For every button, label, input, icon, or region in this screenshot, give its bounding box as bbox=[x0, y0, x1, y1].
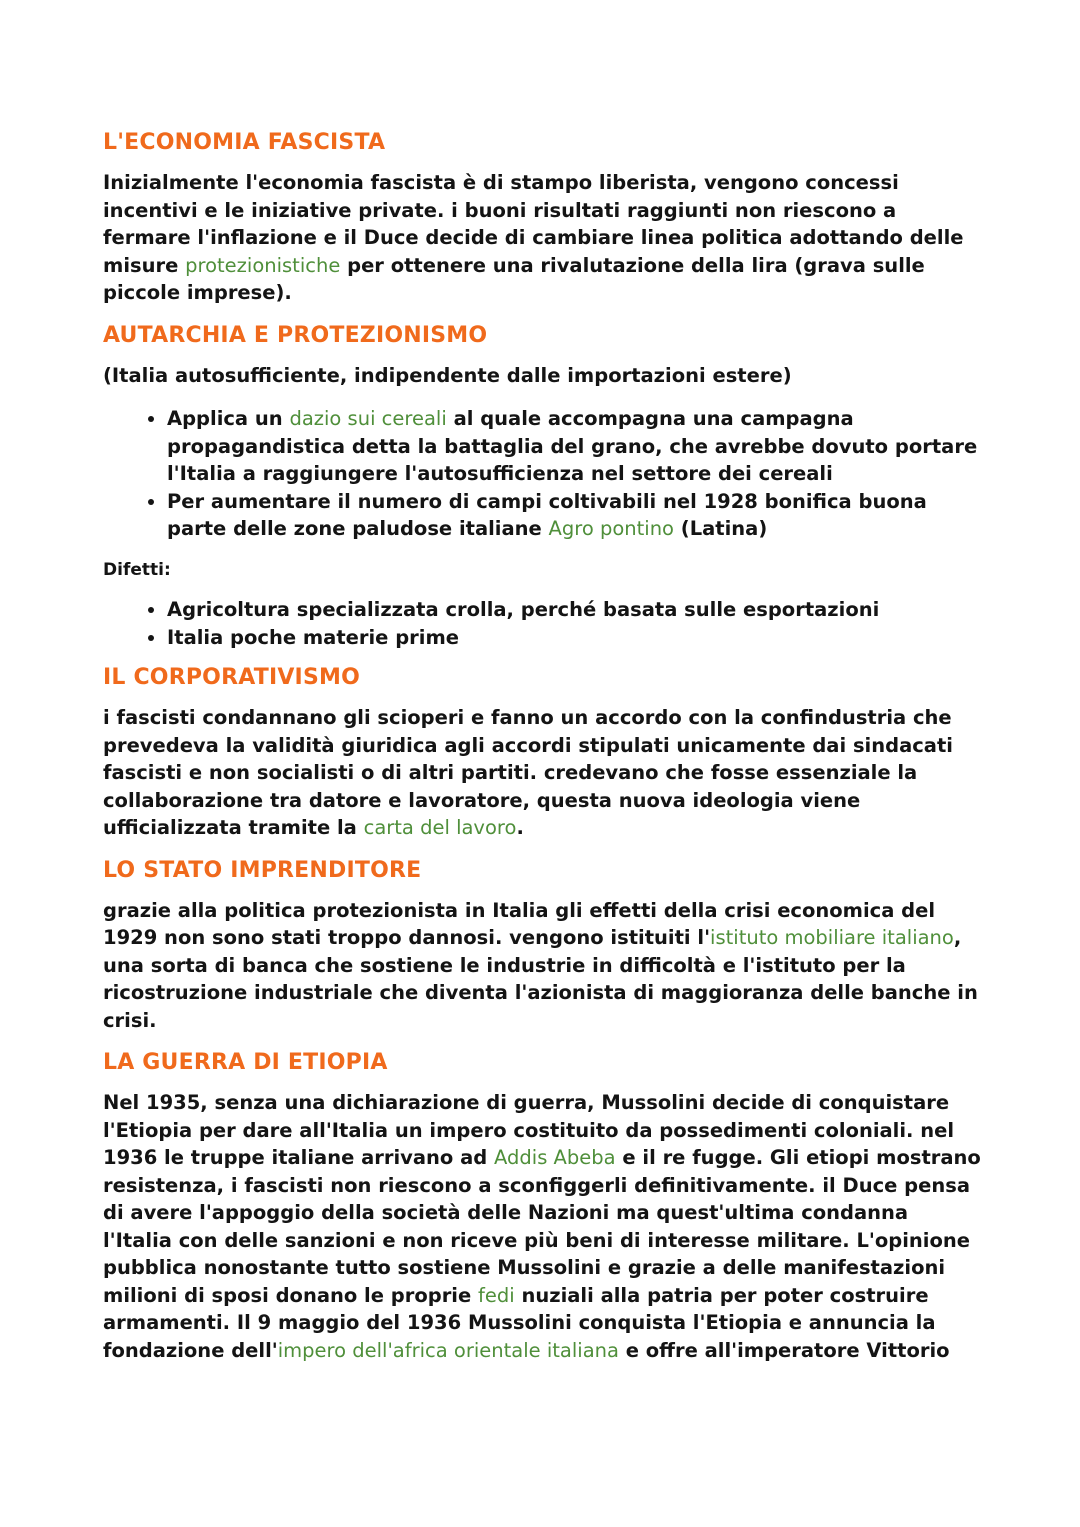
text: i fascisti condannano gli scioperi e fanno un accordo con la confindustria che prevedeva la validità giuridica agli accordi stipulati unicamente dai sindacati fascisti e non socialisti o di altri partiti. credevano che fosse essenziale la collaborazione tra datore e lavoratore, questa nuova ideologia viene ufficializzata tramite la bbox=[103, 706, 953, 839]
heading-corporativismo: IL CORPORATIVISMO bbox=[103, 665, 360, 690]
heading-stato-imprenditore: LO STATO IMPRENDITORE bbox=[103, 857, 422, 883]
paragraph-economia bbox=[103, 169, 983, 307]
text: (Latina) bbox=[674, 517, 768, 540]
list-item bbox=[167, 488, 983, 543]
text: nuziali alla patria per poter costruire armamenti. Il 9 maggio del 1936 Mussolini conquista l'Etiopia e annuncia la fondazione dell' bbox=[103, 1283, 936, 1362]
list-item: • Agricoltura specializzata crolla, perché basata sulle esportazioni bbox=[167, 596, 983, 624]
text: al quale accompagna una campagna propagandistica detta la battaglia del grano, che avrebbe dovuto portare l'Italia a raggiungere l'autosufficienza nel settore dei cereali bbox=[167, 407, 978, 485]
highlight-term: Addis Abeba bbox=[494, 1146, 616, 1169]
highlight-term: fedi bbox=[478, 1283, 515, 1307]
heading-economia-fascista: L'ECONOMIA FASCISTA bbox=[103, 130, 386, 155]
list-item bbox=[167, 405, 983, 488]
highlight-term: istituto mobiliare italiano bbox=[710, 926, 954, 949]
text: per ottenere una rivalutazione della lira (grava sulle piccole imprese). bbox=[103, 253, 925, 304]
text: e il re fugge. Gli etiopi mostrano resistenza, i fascisti non riescono a sconfiggerli definitivamente. il Duce pensa di avere l'appoggio della società delle Nazioni ma quest'ultima condanna l'Italia con delle sanzioni e non riceve più beni di interesse militare. L'opinione pubblica nonostante tutto sostiene Mussolini e grazie a delle manifestazioni milioni di sposi donano le proprie bbox=[103, 1146, 981, 1307]
highlight-term: Agro pontino bbox=[548, 517, 674, 540]
text: e offre all'imperatore Vittorio bbox=[618, 1338, 950, 1362]
highlight-term: protezionistiche bbox=[185, 253, 341, 277]
text: Inizialmente l'economia fascista è di stampo liberista, vengono concessi incentivi e le iniziative private. i buoni risultati raggiunti non riescono a fermare l'inflazione e il Duce decide di cambiare linea politica adottando delle misure bbox=[103, 171, 964, 277]
text: , una sorta di banca che sostiene le industrie in difficoltà e l'istituto per la ricostruzione industriale che diventa l'azionista di maggioranza delle banche in crisi. bbox=[103, 926, 978, 1032]
note-content bbox=[103, 130, 983, 1380]
list-difetti bbox=[103, 596, 983, 651]
text: Per aumentare il numero di campi coltivabili nel 1928 bonifica buona parte delle zone paludose italiane bbox=[167, 489, 927, 540]
paragraph-etiopia bbox=[103, 1089, 983, 1364]
text: . bbox=[516, 816, 524, 839]
heading-guerra-etiopia: LA GUERRA DI ETIOPIA bbox=[103, 1050, 388, 1075]
text: grazie alla politica protezionista in Italia gli effetti della crisi economica del 1929 non sono stati troppo dannosi. vengono istituiti l' bbox=[103, 898, 936, 949]
text: Nel 1935, senza una dichiarazione di guerra, Mussolini decide di conquistare l'Etiopia per dare all'Italia un impero costituito da possedimenti coloniali. nel 1936 le truppe italiane arrivano ad bbox=[103, 1091, 955, 1169]
highlight-term: impero dell'africa orientale italiana bbox=[277, 1338, 619, 1362]
list-autarchia bbox=[103, 405, 983, 543]
paragraph-autarchia-intro: (Italia autosufficiente, indipendente dalle importazioni estere) bbox=[103, 363, 792, 387]
heading-autarchia: AUTARCHIA E PROTEZIONISMO bbox=[103, 322, 488, 348]
highlight-term: carta del lavoro bbox=[363, 816, 517, 839]
highlight-term: dazio sui cereali bbox=[289, 407, 447, 430]
text: Applica un bbox=[167, 407, 290, 430]
list-item: • Italia poche materie prime bbox=[167, 624, 983, 652]
paragraph-stato bbox=[103, 897, 983, 1035]
paragraph-corporativismo bbox=[103, 704, 983, 842]
difetti-label: Difetti: bbox=[103, 559, 171, 580]
